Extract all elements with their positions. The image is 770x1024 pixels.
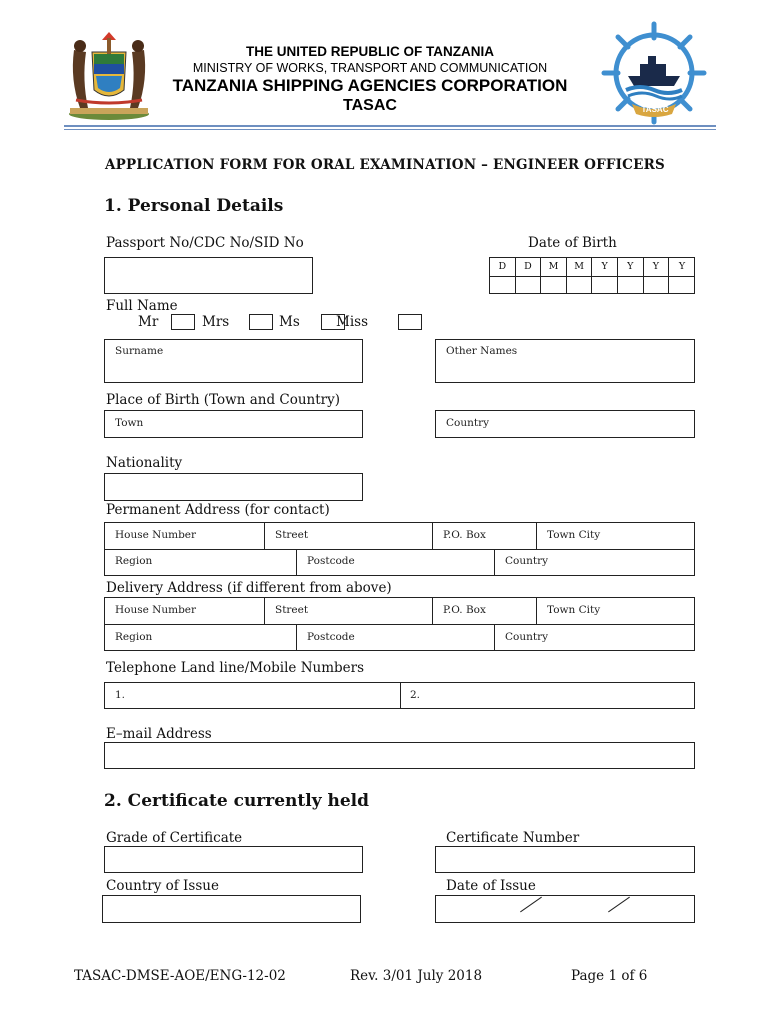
delivery-address-table [104, 597, 695, 651]
dob-cell-y4: Y [678, 261, 686, 272]
nationality-input[interactable] [104, 473, 363, 501]
date-separator-2 [608, 897, 630, 913]
date-separator-1 [520, 897, 542, 913]
header-republic: THE UNITED REPUBLIC OF TANZANIA [246, 44, 494, 59]
surname-hint: Surname [115, 345, 164, 357]
permanent-address-label: Permanent Address (for contact) [106, 502, 330, 518]
header-tasac: TASAC [343, 97, 397, 114]
perm-towncity-hint: Town City [547, 529, 601, 541]
deliv-street-hint: Street [275, 604, 309, 616]
title-ms-checkbox[interactable] [321, 314, 345, 330]
form-title: APPLICATION FORM FOR ORAL EXAMINATION – ENGINEER OFFICERS [104, 157, 665, 173]
certnum-input[interactable] [435, 846, 695, 873]
header-corporation: TANZANIA SHIPPING AGENCIES CORPORATION [172, 76, 568, 95]
date-issue-input[interactable] [435, 895, 695, 923]
passport-label: Passport No/CDC No/SID No [106, 235, 304, 251]
dob-cell-m1: M [541, 258, 567, 276]
footer-page-number: Page 1 of 6 [571, 968, 648, 984]
country-issue-label: Country of Issue [106, 878, 219, 894]
date-issue-label: Date of Issue [446, 878, 536, 894]
section-personal-details-title: 1. Personal Details [104, 196, 284, 216]
email-input[interactable] [104, 742, 695, 769]
perm-pobox-hint: P.O. Box [443, 529, 486, 541]
footer-revision: Rev. 3/01 July 2018 [350, 968, 483, 984]
perm-region-hint: Region [115, 555, 153, 567]
deliv-towncity-hint: Town City [547, 604, 601, 616]
deliv-house-number-hint: House Number [115, 604, 197, 616]
title-miss-label: Miss [336, 314, 368, 330]
deliv-region-hint: Region [115, 631, 153, 643]
passport-input[interactable] [104, 257, 313, 294]
dob-cell-d1: D [490, 258, 516, 276]
section-certificate-title: 2. Certificate currently held [104, 791, 370, 811]
title-mrs-checkbox[interactable] [249, 314, 273, 330]
perm-postcode-hint: Postcode [307, 555, 355, 567]
title-mr-label: Mr [138, 314, 159, 330]
header-rule [64, 125, 716, 127]
header-ministry: MINISTRY OF WORKS, TRANSPORT AND COMMUNICATION [192, 61, 548, 75]
permanent-address-table [104, 522, 695, 576]
birth-country-hint: Country [446, 417, 490, 429]
grade-label: Grade of Certificate [106, 830, 243, 846]
title-mrs-label: Mrs [202, 314, 230, 330]
birth-town-hint: Town [115, 417, 144, 429]
header-rule-thin [64, 129, 716, 130]
coat-of-arms-logo [62, 30, 156, 122]
tasac-logo-text: TASAC [641, 105, 669, 114]
country-issue-input[interactable] [102, 895, 361, 923]
deliv-pobox-hint: P.O. Box [443, 604, 486, 616]
phone-1-field[interactable] [105, 683, 401, 708]
dob-cell-y2: Y [618, 258, 644, 276]
dob-cell-d2: D [516, 258, 542, 276]
phone-2-hint: 2. [410, 689, 421, 701]
certnum-label: Certificate Number [446, 830, 580, 846]
phone-1-hint: 1. [115, 689, 126, 701]
perm-country-hint: Country [505, 555, 549, 567]
title-ms-label: Ms [279, 314, 300, 330]
othernames-hint: Other Names [446, 345, 518, 357]
title-mr-checkbox[interactable] [171, 314, 195, 330]
deliv-postcode-hint: Postcode [307, 631, 355, 643]
delivery-address-label: Delivery Address (if different from above) [106, 580, 392, 596]
dob-cell-m2: M [567, 258, 593, 276]
dob-grid[interactable] [489, 257, 695, 294]
email-label: E–mail Address [106, 726, 212, 742]
dob-cell-y1: Y [592, 258, 618, 276]
title-miss-checkbox[interactable] [398, 314, 422, 330]
dob-label: Date of Birth [528, 235, 617, 251]
nationality-label: Nationality [106, 455, 183, 471]
deliv-country-hint: Country [505, 631, 549, 643]
phone-label: Telephone Land line/Mobile Numbers [106, 660, 365, 676]
grade-input[interactable] [104, 846, 363, 873]
perm-house-number-hint: House Number [115, 529, 197, 541]
fullname-label: Full Name [106, 298, 178, 314]
perm-street-hint: Street [275, 529, 309, 541]
footer-doc-code: TASAC-DMSE-AOE/ENG-12-02 [74, 968, 286, 984]
birthplace-label: Place of Birth (Town and Country) [106, 392, 340, 408]
phone-table [104, 682, 695, 709]
dob-cell-y3: Y [644, 258, 670, 276]
